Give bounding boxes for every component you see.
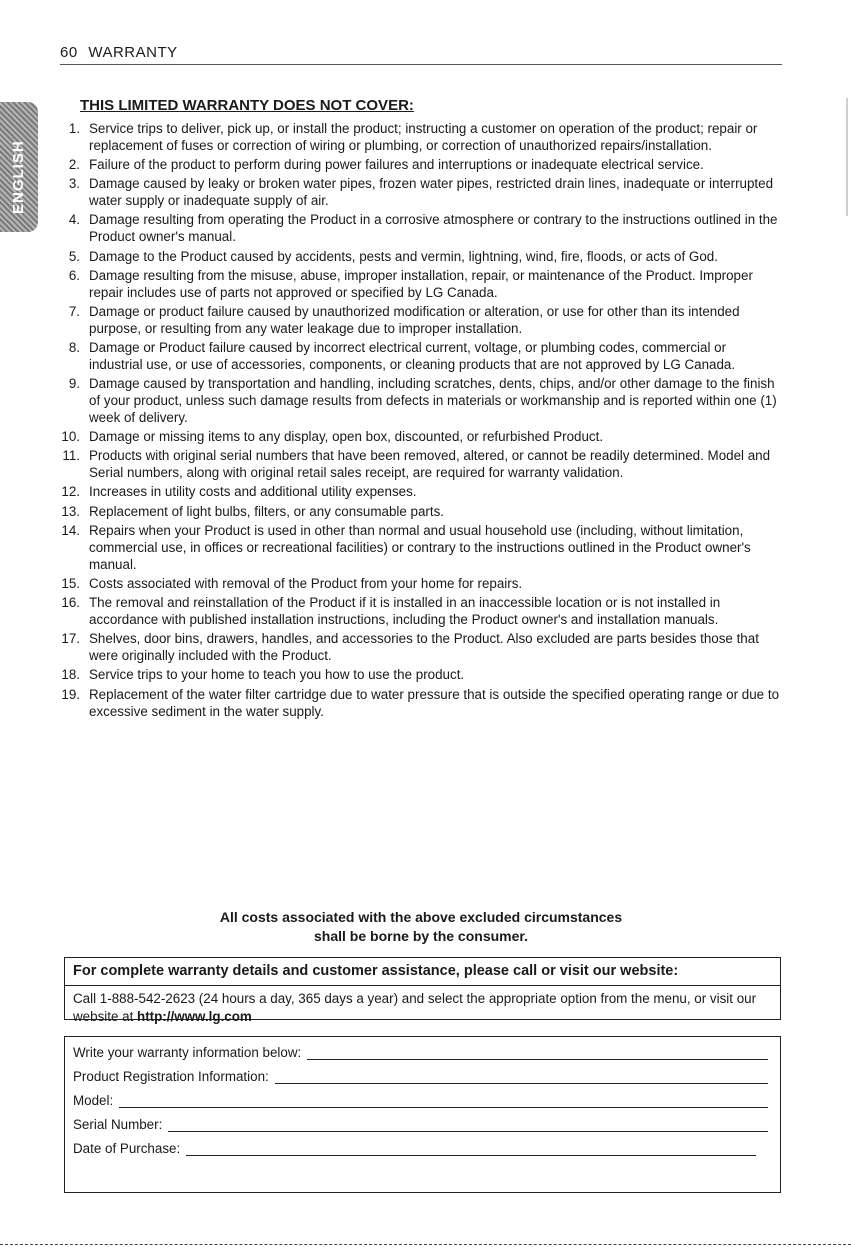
- field-label: Write your warranty information below:: [73, 1045, 302, 1060]
- exclusion-number: 5.: [68, 248, 80, 264]
- field-line[interactable]: [307, 1045, 768, 1060]
- exclusion-text: Damage to the Product caused by accidents, pests and vermin, lightning, wind, fire, floods, or acts of God.: [89, 248, 718, 264]
- exclusion-text: Failure of the product to perform during power failures and interruptions or inadequate electrical service.: [89, 157, 704, 173]
- exclusion-number: 10.: [61, 429, 80, 445]
- exclusion-number: 3.: [68, 176, 80, 192]
- exclusion-item: [52, 523, 782, 573]
- exclusion-item: [52, 595, 782, 629]
- exclusion-text: Replacement of the water filter cartridge due to water pressure that is outside the specified operating range or due to excessive sediment in the water supply.: [89, 686, 780, 719]
- exclusion-number: 6.: [68, 267, 80, 283]
- field-line[interactable]: [168, 1117, 768, 1132]
- registration-info-row[interactable]: [73, 1069, 768, 1084]
- exclusion-text: Damage caused by leaky or broken water pipes, frozen water pipes, restricted drain lines, inadequate or interrupted water supply or inadequate supply of air.: [89, 176, 774, 209]
- exclusion-item: [52, 157, 782, 174]
- exclusion-number: 19.: [61, 686, 80, 702]
- contact-heading: For complete warranty details and customer assistance, please call or visit our website:: [65, 958, 780, 986]
- exclusion-text: Damage resulting from operating the Product in a corrosive atmosphere or contrary to the instructions outlined in the Product owner's manual.: [89, 212, 778, 245]
- exclusion-number: 12.: [61, 484, 80, 500]
- exclusion-item: [52, 484, 782, 501]
- exclusion-number: 14.: [61, 523, 80, 539]
- field-line[interactable]: [119, 1093, 768, 1108]
- exclusion-item: [52, 340, 782, 374]
- exclusions-list: [52, 121, 782, 723]
- exclusion-number: 7.: [68, 303, 80, 319]
- exclusion-number: 4.: [68, 212, 80, 228]
- exclusion-number: 13.: [61, 503, 80, 519]
- exclusion-text: Damage or product failure caused by unauthorized modification or alteration, or use for other than its intended purpose, or resulting from any water leakage due to improper installation.: [89, 303, 740, 336]
- warranty-info-row[interactable]: [73, 1045, 768, 1060]
- website-link[interactable]: http://www.lg.com: [137, 1009, 252, 1024]
- exclusion-item: [52, 631, 782, 665]
- language-tab: [0, 102, 38, 232]
- exclusion-item: [52, 448, 782, 482]
- language-tab-label: ENGLISH: [10, 140, 27, 214]
- warranty-info-box: [64, 1036, 781, 1193]
- exclusion-number: 1.: [68, 121, 80, 136]
- contact-box: [64, 957, 781, 1024]
- exclusion-item: [52, 304, 782, 338]
- exclusion-item: [52, 504, 782, 521]
- exclusion-text: Increases in utility costs and additional utility expenses.: [89, 484, 417, 500]
- contact-body: [65, 986, 780, 1026]
- costs-note: [60, 908, 782, 946]
- exclusion-number: 17.: [61, 631, 80, 647]
- exclusion-number: 9.: [68, 376, 80, 392]
- exclusion-number: 2.: [68, 157, 80, 173]
- exclusion-item: [52, 212, 782, 246]
- serial-number-row[interactable]: [73, 1117, 768, 1132]
- exclusion-item: [52, 249, 782, 266]
- exclusion-item: [52, 667, 782, 684]
- costs-note-line2: shall be borne by the consumer.: [314, 928, 528, 944]
- section-title: WARRANTY: [88, 44, 178, 61]
- field-label: Product Registration Information:: [73, 1069, 269, 1084]
- model-row[interactable]: [73, 1093, 768, 1108]
- exclusion-number: 15.: [61, 575, 80, 591]
- exclusion-number: 11.: [62, 448, 80, 464]
- exclusion-text: Products with original serial numbers that have been removed, altered, or cannot be readily determined. Model and Serial numbers, along with original retail sales receipt, are required for warranty validation.: [89, 448, 771, 481]
- exclusion-item: [52, 121, 782, 155]
- exclusion-text: Repairs when your Product is used in other than normal and usual household use (including, without limitation, commercial use, in offices or recreational facilities) or contrary to the instructions outlined in the Product owner's manual.: [89, 523, 751, 572]
- field-line[interactable]: [186, 1141, 756, 1156]
- date-of-purchase-row[interactable]: [73, 1141, 756, 1156]
- exclusion-text: Shelves, door bins, drawers, handles, and accessories to the Product. Also excluded are parts besides those that were originally included with the Product.: [89, 631, 759, 664]
- exclusion-text: Damage caused by transportation and handling, including scratches, dents, chips, and/or other damage to the finish of your product, unless such damage results from defects in materials or workmanship and is reported within one (1) week of delivery.: [89, 376, 777, 425]
- exclusion-number: 18.: [61, 667, 80, 683]
- exclusion-item: [52, 429, 782, 446]
- exclusion-text: Service trips to deliver, pick up, or install the product; instructing a customer on operation of the product; repair or replacement of fuses or correction of wiring or plumbing, or correction of unauthorized repairs/installation.: [89, 121, 758, 153]
- exclusion-item: [52, 687, 782, 721]
- page-header: [60, 44, 782, 65]
- exclusion-item: [52, 268, 782, 302]
- exclusion-text: The removal and reinstallation of the Product if it is installed in an inaccessible location or is not installed in accordance with published installation instructions, including the Product owner's and installation manuals.: [89, 595, 721, 628]
- field-line[interactable]: [275, 1069, 768, 1084]
- exclusion-text: Damage or missing items to any display, open box, discounted, or refurbished Product.: [89, 429, 604, 445]
- field-label: Serial Number:: [73, 1117, 163, 1132]
- costs-note-line1: All costs associated with the above excluded circumstances: [219, 909, 623, 925]
- edge-mark: [846, 98, 848, 216]
- field-label: Date of Purchase:: [73, 1141, 181, 1156]
- field-label: Model:: [73, 1093, 114, 1108]
- exclusion-number: 16.: [61, 595, 80, 611]
- exclusion-text: Replacement of light bulbs, filters, or any consumable parts.: [89, 503, 445, 519]
- contact-text: Call 1-888-542-2623 (24 hours a day, 365 days a year) and select the appropriate option from the menu, or visit our website at: [73, 991, 757, 1024]
- exclusion-item: [52, 576, 782, 593]
- exclusion-item: [52, 176, 782, 210]
- page-number: 60: [60, 44, 78, 61]
- exclusion-item: [52, 376, 782, 426]
- exclusion-number: 8.: [68, 340, 80, 356]
- exclusion-text: Service trips to your home to teach you how to use the product.: [89, 667, 465, 683]
- bottom-rule: [0, 1244, 851, 1245]
- exclusions-title: THIS LIMITED WARRANTY DOES NOT COVER:: [80, 97, 414, 114]
- exclusion-text: Damage or Product failure caused by incorrect electrical current, voltage, or plumbing codes, commercial or industrial use, or use of accessories, components, or cleaning products that are not approved by LG Canada.: [89, 340, 736, 372]
- exclusion-text: Costs associated with removal of the Product from your home for repairs.: [89, 575, 523, 591]
- exclusion-text: Damage resulting from the misuse, abuse, improper installation, repair, or maintenance of the Product. Improper repair includes use of parts not approved or specified by LG Canada.: [89, 267, 753, 300]
